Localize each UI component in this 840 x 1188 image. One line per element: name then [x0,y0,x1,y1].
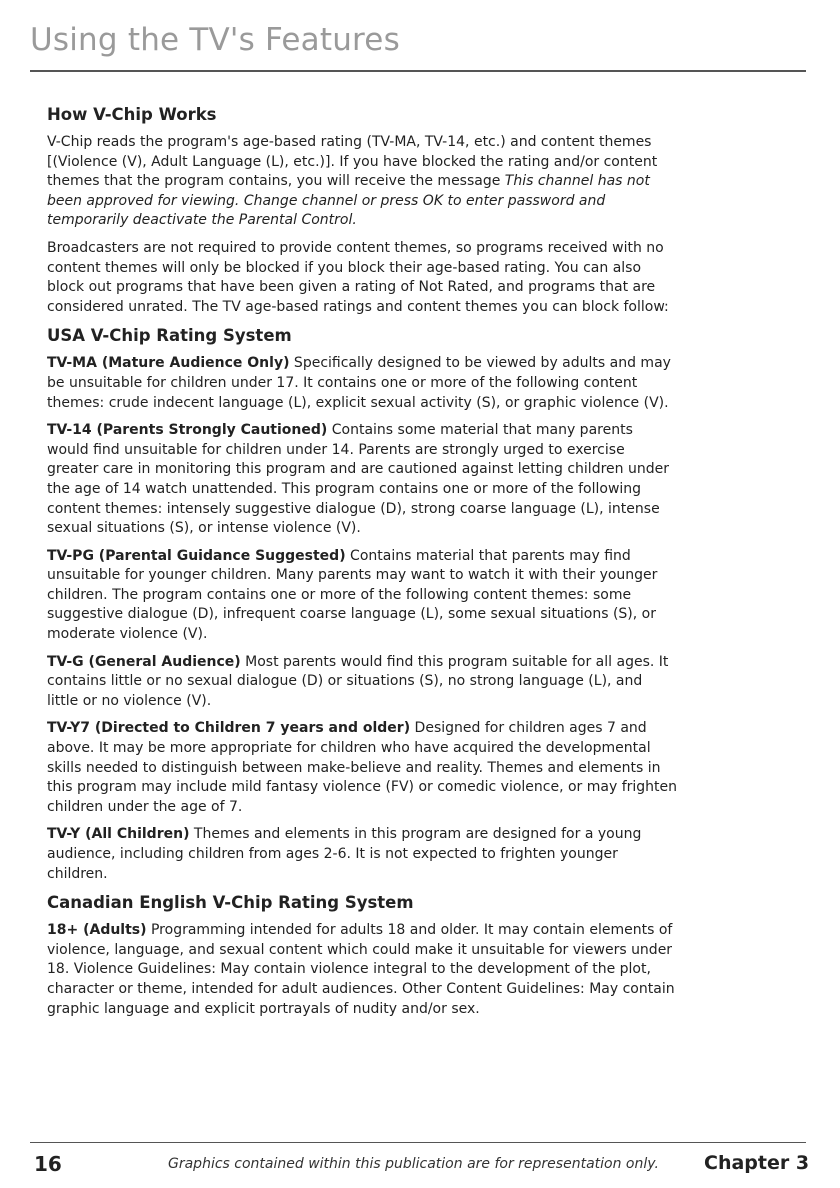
page-number: 16 [34,1152,62,1176]
rating-description: Contains material that parents may find unsuitable for younger children. Many parents may want to watch it with their younger children. The program contains one or more of the following content themes: some suggestive dialogue (D), infrequent coarse language (L), some sexual situations (S), or moderate violence (V). [47,547,658,643]
rating-term: TV-Y (All Children) [47,826,190,843]
rating-description: Programming intended for adults 18 and older. It may contain elements of violence, language, and sexual content which could make it unsuitable for viewers under 18. Violence Guidelines: May contain violence integral to the development of the plot, character or theme, intended for adult audiences. Other Content Guidelines: May contain graphic language and explicit portrayals of nudity and/or sex. [47,922,675,1017]
rating-description: Most parents would find this program suitable for all ages. It contains little or no sexual dialogue (D) or situations (S), no strong language (L), and little or no violence (V). [47,653,669,709]
rating-entry-tv-y7 [47,719,677,817]
title-divider [30,70,806,72]
footer-divider [30,1142,806,1143]
paragraph-text: V-Chip reads the program's age-based rating (TV-MA, TV-14, etc.) and content themes [(Violence (V), Adult Language (L), etc.)]. If you have blocked the rating and/or content themes that the program contains, you will receive the message [47,134,658,190]
paragraph-broadcasters: Broadcasters are not required to provide content themes, so programs received with no content themes will only be blocked if you block their age-based rating. You can also block out programs that have been given a rating of Not Rated, and programs that are considered unrated. The TV age-based ratings and content themes you can block follow: [47,239,669,315]
rating-description: Themes and elements in this program are designed for a young audience, including children from ages 2-6. It is not expected to frighten younger children. [47,826,642,882]
section-heading-canadian-ratings: Canadian English V-Chip Rating System [47,893,414,913]
rating-entry-18-plus [47,921,677,1019]
rating-term: TV-G (General Audience) [47,653,241,670]
footer-disclaimer: Graphics contained within this publication are for representation only. [168,1156,659,1172]
rating-entry-tv-pg [47,547,677,645]
rating-term: 18+ (Adults) [47,922,147,939]
paragraph-how-it-works [47,133,677,231]
blocked-message-text: This channel has not been approved for viewing. Change channel or press OK to enter password and temporarily deactivate the Parental Control. [47,173,650,229]
rating-entry-tv-g [47,653,677,712]
rating-term: TV-Y7 (Directed to Children 7 years and older) [47,720,411,737]
rating-description: Contains some material that many parents would find unsuitable for children under 14. Parents are strongly urged to exercise greater care in monitoring this program and are cautioned against letting children under the age of 14 watch unattended. This program contains one or more of the following content themes: intensely suggestive dialogue (D), strong coarse language (L), intense sexual situations (S), or intense violence (V). [47,422,669,537]
rating-entry-tv-ma [47,354,677,413]
main-content [47,104,677,1027]
rating-term: TV-MA (Mature Audience Only) [47,355,290,372]
section-heading-usa-ratings: USA V-Chip Rating System [47,326,292,346]
rating-entry-tv-14 [47,421,677,539]
chapter-label: Chapter 3 [704,1152,810,1174]
rating-term: TV-14 (Parents Strongly Cautioned) [47,422,328,439]
section-heading-how-v-chip-works: How V-Chip Works [47,105,217,124]
rating-description: Specifically designed to be viewed by adults and may be unsuitable for children under 17. It contains one or more of the following content themes: crude indecent language (L), explicit sexual activity (S), or graphic violence (V). [47,355,671,411]
rating-entry-tv-y [47,825,677,884]
rating-description: Designed for children ages 7 and above. It may be more appropriate for children who have acquired the developmental skills needed to distinguish between make-believe and reality. Themes and elements in this program may include mild fantasy violence (FV) or comedic violence, or may frighten children under the age of 7. [47,720,678,815]
rating-term: TV-PG (Parental Guidance Suggested) [47,547,346,564]
page-title: Using the TV's Features [30,22,400,58]
